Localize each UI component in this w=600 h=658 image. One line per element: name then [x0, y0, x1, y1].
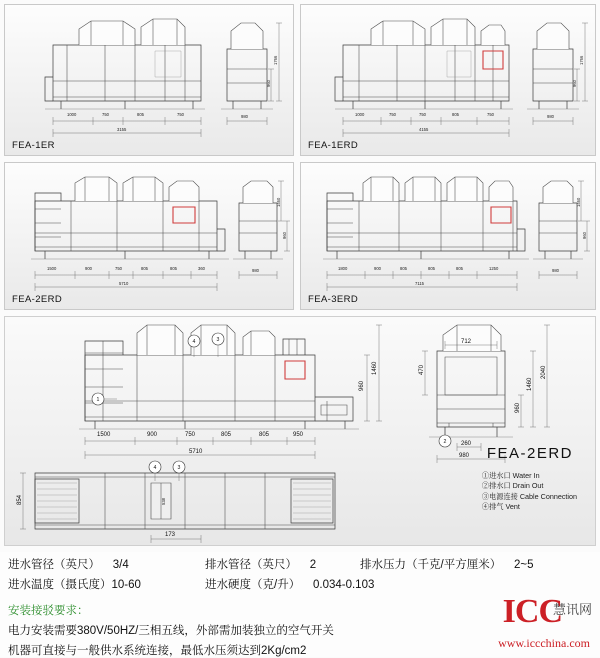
svg-text:7115: 7115: [415, 281, 425, 286]
specifications-block: [0, 552, 600, 657]
svg-text:4155: 4155: [419, 127, 429, 132]
svg-text:3: 3: [216, 337, 220, 343]
svg-text:805: 805: [170, 266, 177, 271]
svg-text:805: 805: [137, 112, 144, 117]
svg-text:980: 980: [552, 268, 559, 273]
svg-text:960: 960: [359, 380, 365, 391]
watermark-url: www.iccchina.com: [498, 636, 590, 650]
spec-inlet-pipe: [8, 556, 129, 572]
svg-text:1460: 1460: [527, 377, 533, 391]
svg-text:750: 750: [389, 112, 396, 117]
install-requirements-heading: 安装接驳要求：: [8, 605, 89, 617]
svg-text:470: 470: [419, 364, 425, 375]
panel-2-caption: FEA-1ERD: [308, 140, 359, 151]
svg-text:1: 1: [96, 397, 100, 403]
svg-text:712: 712: [461, 339, 472, 345]
svg-text:805: 805: [221, 432, 232, 438]
svg-text:1766: 1766: [273, 55, 278, 65]
watermark-brand-cn: 慧讯网: [552, 602, 592, 617]
svg-text:805: 805: [456, 266, 463, 271]
svg-text:750: 750: [102, 112, 109, 117]
svg-text:1460: 1460: [576, 197, 581, 207]
svg-text:960: 960: [582, 232, 587, 239]
svg-text:538: 538: [161, 498, 166, 505]
svg-text:360: 360: [198, 266, 205, 271]
svg-text:3: 3: [177, 465, 181, 471]
spec-drain-pressure: [360, 556, 534, 572]
svg-text:960: 960: [266, 80, 271, 87]
detail-legend: [482, 471, 577, 513]
legend-item-water-in: ①进水口 Water In: [481, 471, 540, 480]
svg-text:980: 980: [547, 114, 554, 119]
svg-text:3155: 3155: [117, 127, 127, 132]
svg-text:900: 900: [147, 432, 158, 438]
spec-drain-pipe-value: 2: [309, 559, 317, 571]
svg-text:805: 805: [428, 266, 435, 271]
panel-fea-1erd: [300, 4, 596, 156]
legend-item-drain-out: ②排水口 Drain Out: [481, 481, 544, 491]
detail-model-title: FEA-2ERD: [486, 445, 573, 462]
svg-text:4: 4: [153, 465, 157, 471]
svg-text:5710: 5710: [119, 281, 129, 286]
svg-text:1000: 1000: [67, 112, 77, 117]
svg-text:1460: 1460: [372, 361, 378, 375]
svg-text:1250: 1250: [489, 266, 499, 271]
svg-text:960: 960: [282, 232, 287, 239]
svg-text:750: 750: [419, 112, 426, 117]
panel-3-caption: FEA-2ERD: [12, 294, 63, 305]
spec-inlet-pipe-value: 3/4: [112, 559, 129, 571]
svg-text:1800: 1800: [338, 266, 348, 271]
spec-inlet-hardness-value: 0.034-0.103: [312, 579, 375, 591]
panel-4-caption: FEA-3ERD: [308, 294, 359, 305]
svg-text:2: 2: [443, 439, 447, 445]
spec-drain-pressure-value: 2~5: [513, 559, 534, 571]
svg-text:1500: 1500: [97, 432, 111, 438]
panel-fea-2erd: [4, 162, 294, 310]
svg-text:1460: 1460: [276, 197, 281, 207]
panel-fea-3erd: [300, 162, 596, 310]
spec-drain-pipe-label: 排水管径（英尺）: [205, 559, 297, 571]
svg-text:980: 980: [459, 453, 470, 459]
spec-inlet-pipe-label: 进水管径（英尺）: [8, 559, 100, 571]
svg-text:900: 900: [374, 266, 381, 271]
svg-text:750: 750: [177, 112, 184, 117]
svg-text:854: 854: [17, 494, 23, 505]
spec-drain-pressure-label: 排水压力（千克/平方厘米）: [360, 559, 502, 571]
svg-text:805: 805: [452, 112, 459, 117]
svg-text:960: 960: [515, 402, 521, 413]
svg-text:260: 260: [461, 441, 472, 447]
svg-text:750: 750: [115, 266, 122, 271]
svg-text:750: 750: [487, 112, 494, 117]
svg-text:750: 750: [185, 432, 196, 438]
svg-text:5710: 5710: [189, 449, 203, 455]
svg-text:900: 900: [85, 266, 92, 271]
panel-1-caption: FEA-1ER: [12, 140, 55, 151]
svg-text:980: 980: [241, 114, 248, 119]
legend-item-vent: ④排气 Vent: [481, 502, 520, 512]
svg-text:805: 805: [141, 266, 148, 271]
spec-inlet-hardness-label: 进水硬度（克/升）: [205, 579, 301, 591]
watermark: [442, 595, 592, 653]
svg-text:805: 805: [259, 432, 270, 438]
svg-text:1766: 1766: [579, 55, 584, 65]
spec-inlet-temp-label: 进水温度（摄氏度）: [8, 579, 112, 591]
spec-drain-pipe: [205, 556, 316, 572]
svg-text:980: 980: [252, 268, 259, 273]
svg-text:1000: 1000: [355, 112, 365, 117]
svg-text:1500: 1500: [47, 266, 57, 271]
spec-inlet-temp-value: 10-60: [111, 579, 141, 591]
svg-text:960: 960: [572, 80, 577, 87]
legend-item-cable: ③电源连接 Cable Connection: [481, 491, 577, 501]
watermark-brand: ICC: [502, 593, 562, 630]
install-requirement-line-1: 电力安装需要380V/50HZ/三相五线，外部需加装独立的空气开关: [8, 625, 334, 637]
spec-inlet-temp: [8, 576, 141, 592]
svg-text:2040: 2040: [541, 365, 547, 379]
svg-text:173: 173: [165, 532, 176, 538]
svg-text:805: 805: [400, 266, 407, 271]
panel-fea-1er: [4, 4, 294, 156]
install-requirement-line-2: 机器可直接与一般供水系统连接，最低水压须达到2Kg/cm2: [8, 645, 307, 657]
spec-inlet-hardness: [205, 576, 374, 592]
svg-text:950: 950: [293, 432, 304, 438]
svg-text:4: 4: [192, 339, 196, 345]
panel-fea-2erd-detail: [4, 316, 596, 546]
